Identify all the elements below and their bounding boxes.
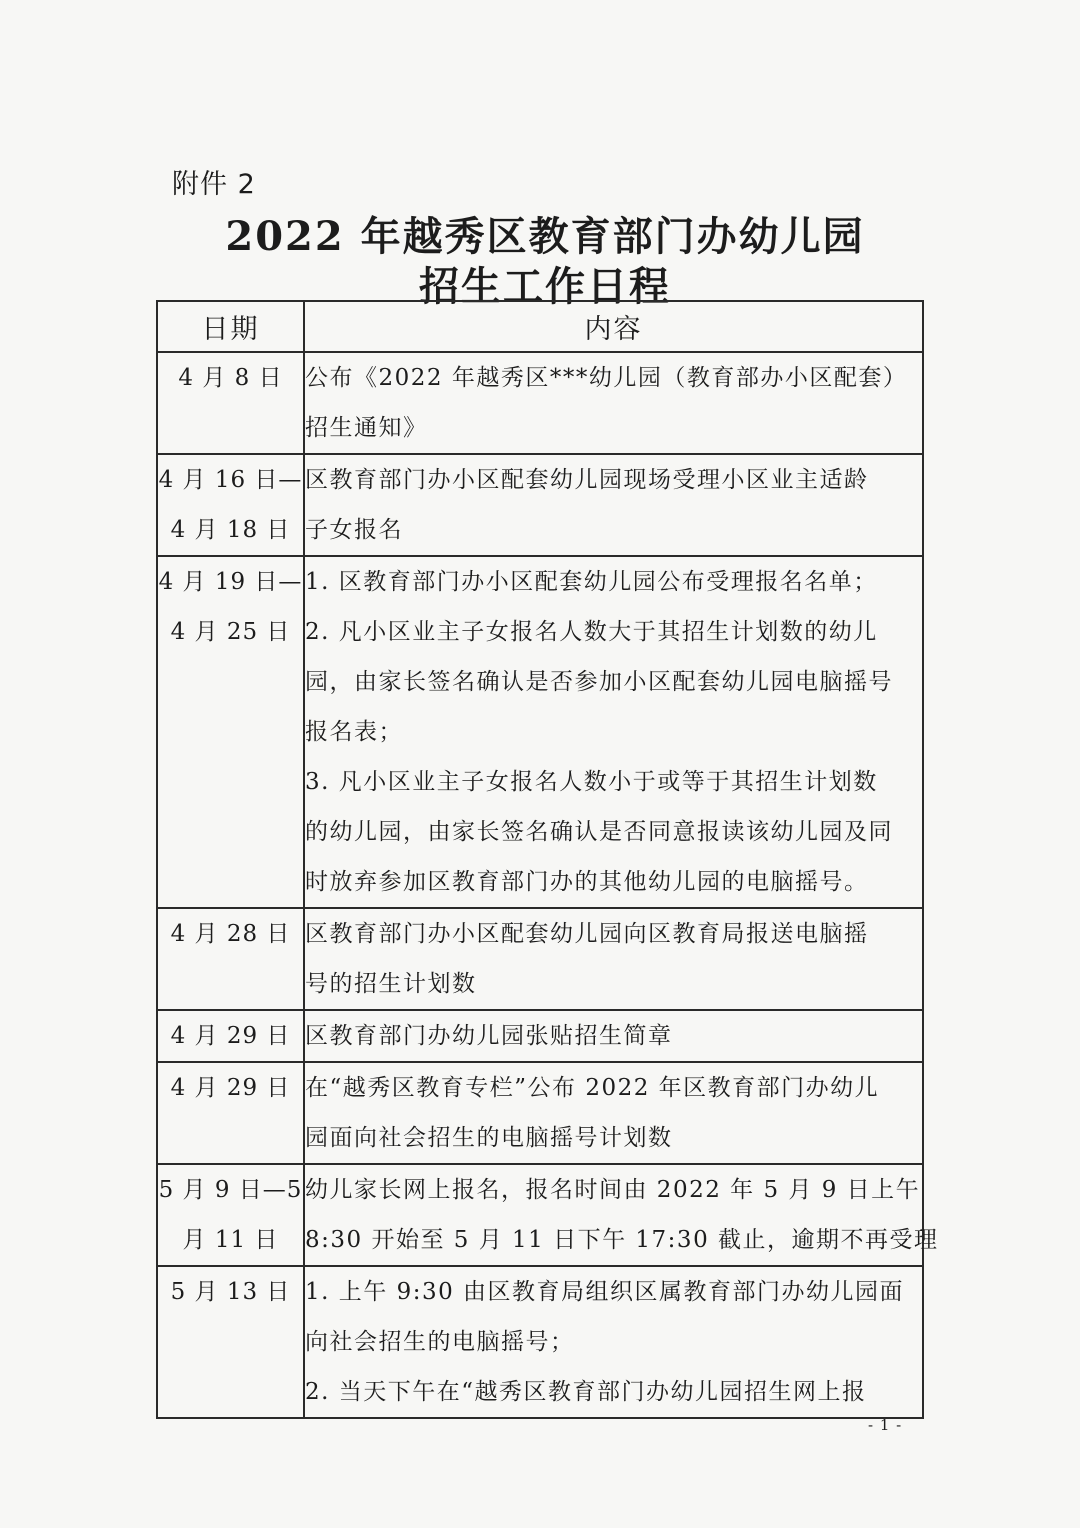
date-line: 月 11 日 <box>182 1227 279 1253</box>
content-line: 3. 凡小区业主子女报名人数小于或等于其招生计划数 <box>305 769 878 795</box>
date-cell <box>157 1062 304 1164</box>
content-line: 在“越秀区教育专栏”公布 2022 年区教育部门办幼儿 <box>305 1075 880 1101</box>
attachment-label: 附件 2 <box>172 169 256 200</box>
content-cell <box>304 352 923 454</box>
document-title-line2: 招生工作日程 <box>419 263 671 310</box>
table-row <box>157 352 923 454</box>
content-line: 2. 凡小区业主子女报名人数大于其招生计划数的幼儿 <box>305 619 878 645</box>
content-line: 号的招生计划数 <box>305 971 477 997</box>
content-cell <box>304 1164 939 1266</box>
header-content: 内容 <box>304 301 923 352</box>
document-title-line1: 2022 年越秀区教育部门办幼儿园 <box>225 213 865 260</box>
date-line: 4 月 8 日 <box>178 365 283 391</box>
table-row <box>157 1010 923 1062</box>
date-cell <box>157 1164 304 1266</box>
content-line: 公布《2022 年越秀区***幼儿园（教育部办小区配套） <box>305 365 908 391</box>
content-line: 区教育部门办小区配套幼儿园向区教育局报送电脑摇 <box>305 921 869 947</box>
page-number: - 1 - <box>868 1416 903 1434</box>
content-line: 向社会招生的电脑摇号； <box>305 1329 575 1355</box>
date-line: 4 月 28 日 <box>170 921 291 947</box>
date-line: 4 月 29 日 <box>170 1075 291 1101</box>
table-row <box>157 1062 923 1164</box>
content-line: 园，由家长签名确认是否参加小区配套幼儿园电脑摇号 <box>305 669 893 695</box>
date-line: 4 月 25 日 <box>170 619 291 645</box>
table-row <box>157 1164 923 1266</box>
content-line: 2. 当天下午在“越秀区教育部门办幼儿园招生网上报 <box>305 1379 867 1405</box>
date-cell <box>157 908 304 1010</box>
date-line: 5 月 9 日—5 <box>158 1177 303 1203</box>
content-line: 1. 上午 9:30 由区教育局组织区属教育部门办幼儿园面 <box>305 1279 905 1305</box>
content-line: 园面向社会招生的电脑摇号计划数 <box>305 1125 673 1151</box>
date-cell <box>157 1266 304 1418</box>
date-line: 4 月 29 日 <box>170 1023 291 1049</box>
table-row <box>157 908 923 1010</box>
content-line: 幼儿家长网上报名，报名时间由 2022 年 5 月 9 日上午 <box>305 1177 921 1203</box>
content-cell <box>304 908 923 1010</box>
schedule-table <box>156 300 939 1419</box>
content-line: 招生通知》 <box>305 415 428 441</box>
content-cell <box>304 556 923 908</box>
content-cell <box>304 454 923 556</box>
content-line: 时放弃参加区教育部门办的其他幼儿园的电脑摇号。 <box>305 869 869 895</box>
content-cell <box>304 1266 923 1418</box>
table-row <box>157 454 923 556</box>
content-line: 区教育部门办幼儿园张贴招生简章 <box>305 1023 673 1049</box>
date-cell <box>157 352 304 454</box>
date-cell <box>157 556 304 908</box>
date-line: 4 月 18 日 <box>170 517 291 543</box>
content-line: 的幼儿园，由家长签名确认是否同意报读该幼儿园及同 <box>305 819 893 845</box>
table-header-row <box>157 301 923 352</box>
content-line: 子女报名 <box>305 517 403 543</box>
content-cell <box>304 1010 923 1062</box>
header-date: 日期 <box>157 301 304 352</box>
date-line: 5 月 13 日 <box>170 1279 291 1305</box>
content-line: 报名表； <box>305 719 403 745</box>
date-cell <box>157 454 304 556</box>
content-line: 区教育部门办小区配套幼儿园现场受理小区业主适龄 <box>305 467 869 493</box>
content-line: 8:30 开始至 5 月 11 日下午 17:30 截止，逾期不再受理 <box>305 1227 939 1253</box>
content-cell <box>304 1062 923 1164</box>
table-row <box>157 556 923 908</box>
content-line: 1. 区教育部门办小区配套幼儿园公布受理报名名单； <box>305 569 878 595</box>
date-line: 4 月 19 日— <box>158 569 303 595</box>
date-cell <box>157 1010 304 1062</box>
date-line: 4 月 16 日— <box>158 467 303 493</box>
table-row <box>157 1266 923 1418</box>
